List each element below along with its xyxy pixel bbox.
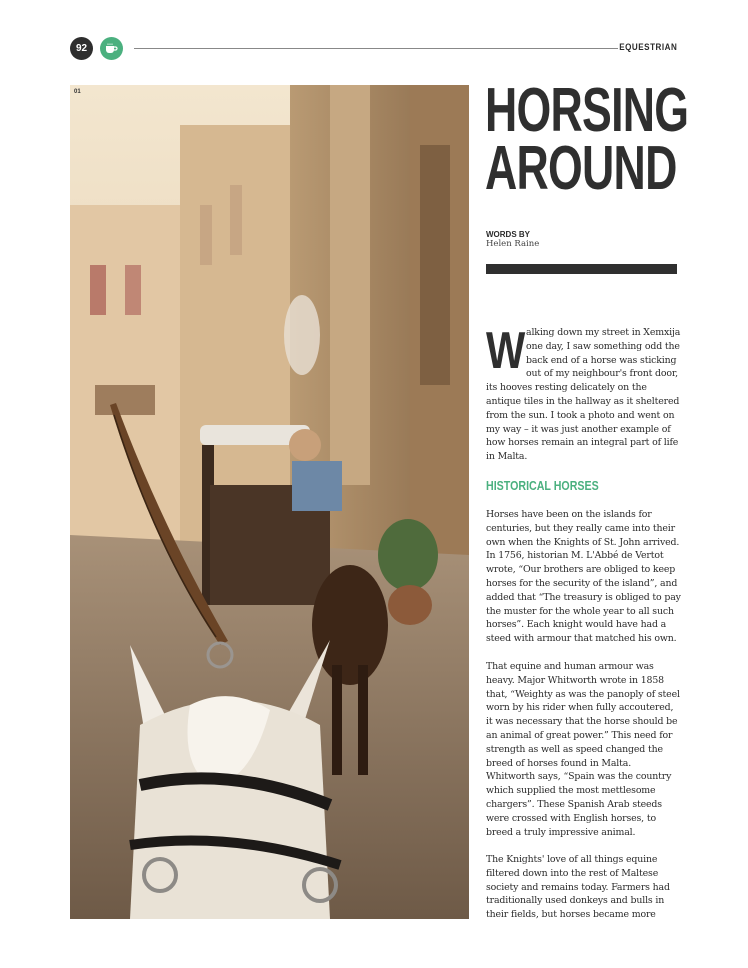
paragraph-text: The Knights' love of all things equine filtered down into the rest of Maltese society and remains today. Farmers had traditionally used donkeys and bulls in their fields, but horses became more [486,854,670,921]
coffee-cup-icon [100,37,123,60]
author-name: Helen Raine [486,239,540,249]
body-paragraph-3 [486,853,682,922]
title-line-1: HORSING [485,76,689,145]
body-paragraph-1 [486,508,682,646]
page-number: 92 [70,37,93,60]
intro-paragraph [486,322,682,464]
image-label: 01 [74,89,81,95]
header-rule [134,48,618,49]
horse-carriage-photo [70,85,469,919]
paragraph-text: Horses have been on the islands for centuries, but they really came into their own when the Knights of St. John arrived. In 1756, historian M. L'Abbé de Vertot wrote, “Our brothers are obliged to keep horses for the security of the island”, and added that “The treasury is obliged to pay the muster for the whole year to all such horses”. Each knight would have had a steed with armour that matched his own. [486,509,681,645]
drop-cap: W [486,322,526,380]
section-label: EQUESTRIAN [618,42,677,53]
title-line-2: AROUND [485,134,677,203]
title-divider [486,264,677,274]
paragraph-text: That equine and human armour was heavy. Major Whitworth wrote in 1858 that, “Weighty as was the panoply of steel worn by his rider when fully accoutered, it was necessary that the horse should be an animal of great power.” This need for strength as well as speed changed the breed of horses found in Malta. Whitworth says, “Spain was the country which supplied the most mettlesome chargers”. These Spanish Arab steeds were crossed with English horses, to breed a truly impressive animal. [486,661,680,838]
intro-text: alking down my street in Xemxija one day, I saw something odd the back end of a horse was sticking out of my neighbour's front door, its hooves resting delicately on the antique tiles in the hallway as it sheltered from the sun. I took a photo and went on my way – it was just another example of how horses remain an integral part of life in Malta. [486,327,681,463]
body-paragraph-2 [486,660,682,839]
section-subhead: HISTORICAL HORSES [486,478,599,493]
byline-label: WORDS BY [486,230,530,239]
article-title [485,76,689,203]
